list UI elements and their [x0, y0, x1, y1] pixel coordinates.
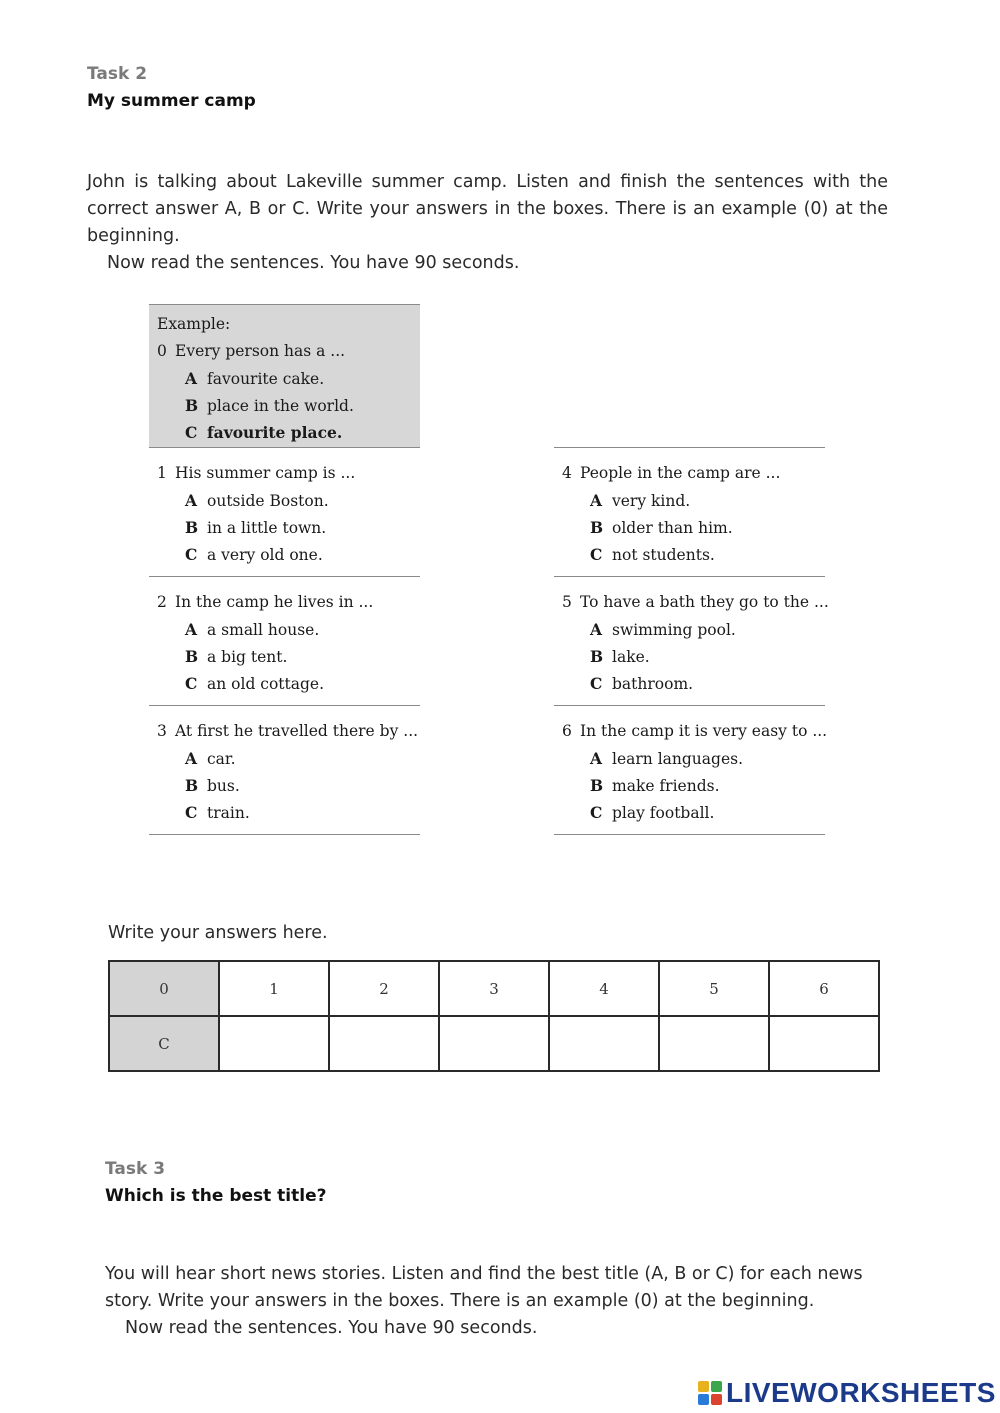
task3-title: Which is the best title?	[105, 1186, 327, 1206]
task3-instructions-block	[105, 1261, 888, 1342]
divider	[149, 447, 420, 448]
answers-value-row	[109, 1016, 879, 1071]
divider	[554, 447, 825, 448]
liveworksheets-logo-icon	[698, 1381, 722, 1405]
question-2-option-a: A a small house.	[185, 620, 320, 639]
question-3-option-a: A car.	[185, 749, 236, 768]
answer-box-0: C	[109, 1016, 219, 1071]
answer-header-1: 1	[219, 961, 329, 1016]
question-3: 3 At first he travelled there by ... A car. B bus. C train.	[149, 718, 420, 826]
answers-table	[108, 960, 880, 1072]
divider	[149, 705, 420, 706]
answer-box-2[interactable]	[329, 1016, 439, 1071]
divider	[554, 705, 825, 706]
answer-header-4: 4	[549, 961, 659, 1016]
question-4-option-c: C not students.	[590, 545, 715, 564]
question-4-option-b: B older than him.	[590, 518, 733, 537]
question-6-option-c: C play football.	[590, 803, 715, 822]
divider	[149, 834, 420, 835]
example-option-b: B place in the world.	[185, 396, 354, 415]
question-6-option-a: A learn languages.	[590, 749, 743, 768]
question-2: 2 In the camp he lives in ... A a small house. B a big tent. C an old cottage.	[149, 589, 420, 697]
example-header: Example:	[157, 315, 231, 333]
example-box	[149, 304, 420, 448]
answer-box-3[interactable]	[439, 1016, 549, 1071]
question-5-option-a: A swimming pool.	[590, 620, 736, 639]
question-5-option-b: B lake.	[590, 647, 650, 666]
answer-header-2: 2	[329, 961, 439, 1016]
question-5-option-c: C bathroom.	[590, 674, 694, 693]
question-1-option-c: C a very old one.	[185, 545, 323, 564]
task2-read-note: Now read the sentences. You have 90 seconds.	[107, 253, 520, 273]
divider	[554, 834, 825, 835]
answer-box-5[interactable]	[659, 1016, 769, 1071]
question-3-option-b: B bus.	[185, 776, 240, 795]
answer-box-6[interactable]	[769, 1016, 879, 1071]
divider	[554, 576, 825, 577]
question-3-option-c: C train.	[185, 803, 250, 822]
answer-header-5: 5	[659, 961, 769, 1016]
answer-header-6: 6	[769, 961, 879, 1016]
task2-instructions-block	[87, 169, 888, 277]
task2-label: Task 2	[87, 64, 148, 84]
liveworksheets-logo	[698, 1378, 996, 1408]
answer-box-4[interactable]	[549, 1016, 659, 1071]
answer-header-3: 3	[439, 961, 549, 1016]
answers-header-row	[109, 961, 879, 1016]
logo-text: LIVEWORKSHEETS	[726, 1377, 996, 1408]
divider	[149, 576, 420, 577]
answer-box-1[interactable]	[219, 1016, 329, 1071]
task2-title: My summer camp	[87, 91, 256, 111]
question-1: 1 His summer camp is ... A outside Boston. B in a little town. C a very old one.	[149, 460, 420, 568]
question-1-option-a: A outside Boston.	[185, 491, 329, 510]
example-question	[149, 338, 420, 365]
question-4: 4 People in the camp are ... A very kind. B older than him. C not students.	[554, 460, 825, 568]
question-6-option-b: B make friends.	[590, 776, 720, 795]
example-option-a: A favourite cake.	[185, 369, 325, 388]
question-1-option-b: B in a little town.	[185, 518, 327, 537]
question-2-option-c: C an old cottage.	[185, 674, 325, 693]
task3-label: Task 3	[105, 1159, 166, 1179]
task2-instructions: John is talking about Lakeville summer camp. Listen and finish the sentences with the correct answer A, B or C. Write your answers in the boxes. There is an example (0) at the beginning.	[87, 172, 888, 246]
question-4-option-a: A very kind.	[590, 491, 691, 510]
task3-instructions: You will hear short news stories. Listen and find the best title (A, B or C) for each news story. Write your answers in the boxes. There is an example (0) at the beginning.	[105, 1264, 863, 1311]
question-2-option-b: B a big tent.	[185, 647, 288, 666]
answers-prompt: Write your answers here.	[108, 923, 328, 943]
question-6: 6 In the camp it is very easy to ... A learn languages. B make friends. C play football.	[554, 718, 825, 826]
example-option-c: C favourite place.	[185, 423, 343, 442]
example-stem: Every person has a ...	[175, 342, 346, 360]
task3-read-note: Now read the sentences. You have 90 seconds.	[125, 1318, 538, 1338]
question-5: 5 To have a bath they go to the ... A swimming pool. B lake. C bathroom.	[554, 589, 825, 697]
example-number: 0	[157, 342, 167, 360]
answer-header-0: 0	[109, 961, 219, 1016]
